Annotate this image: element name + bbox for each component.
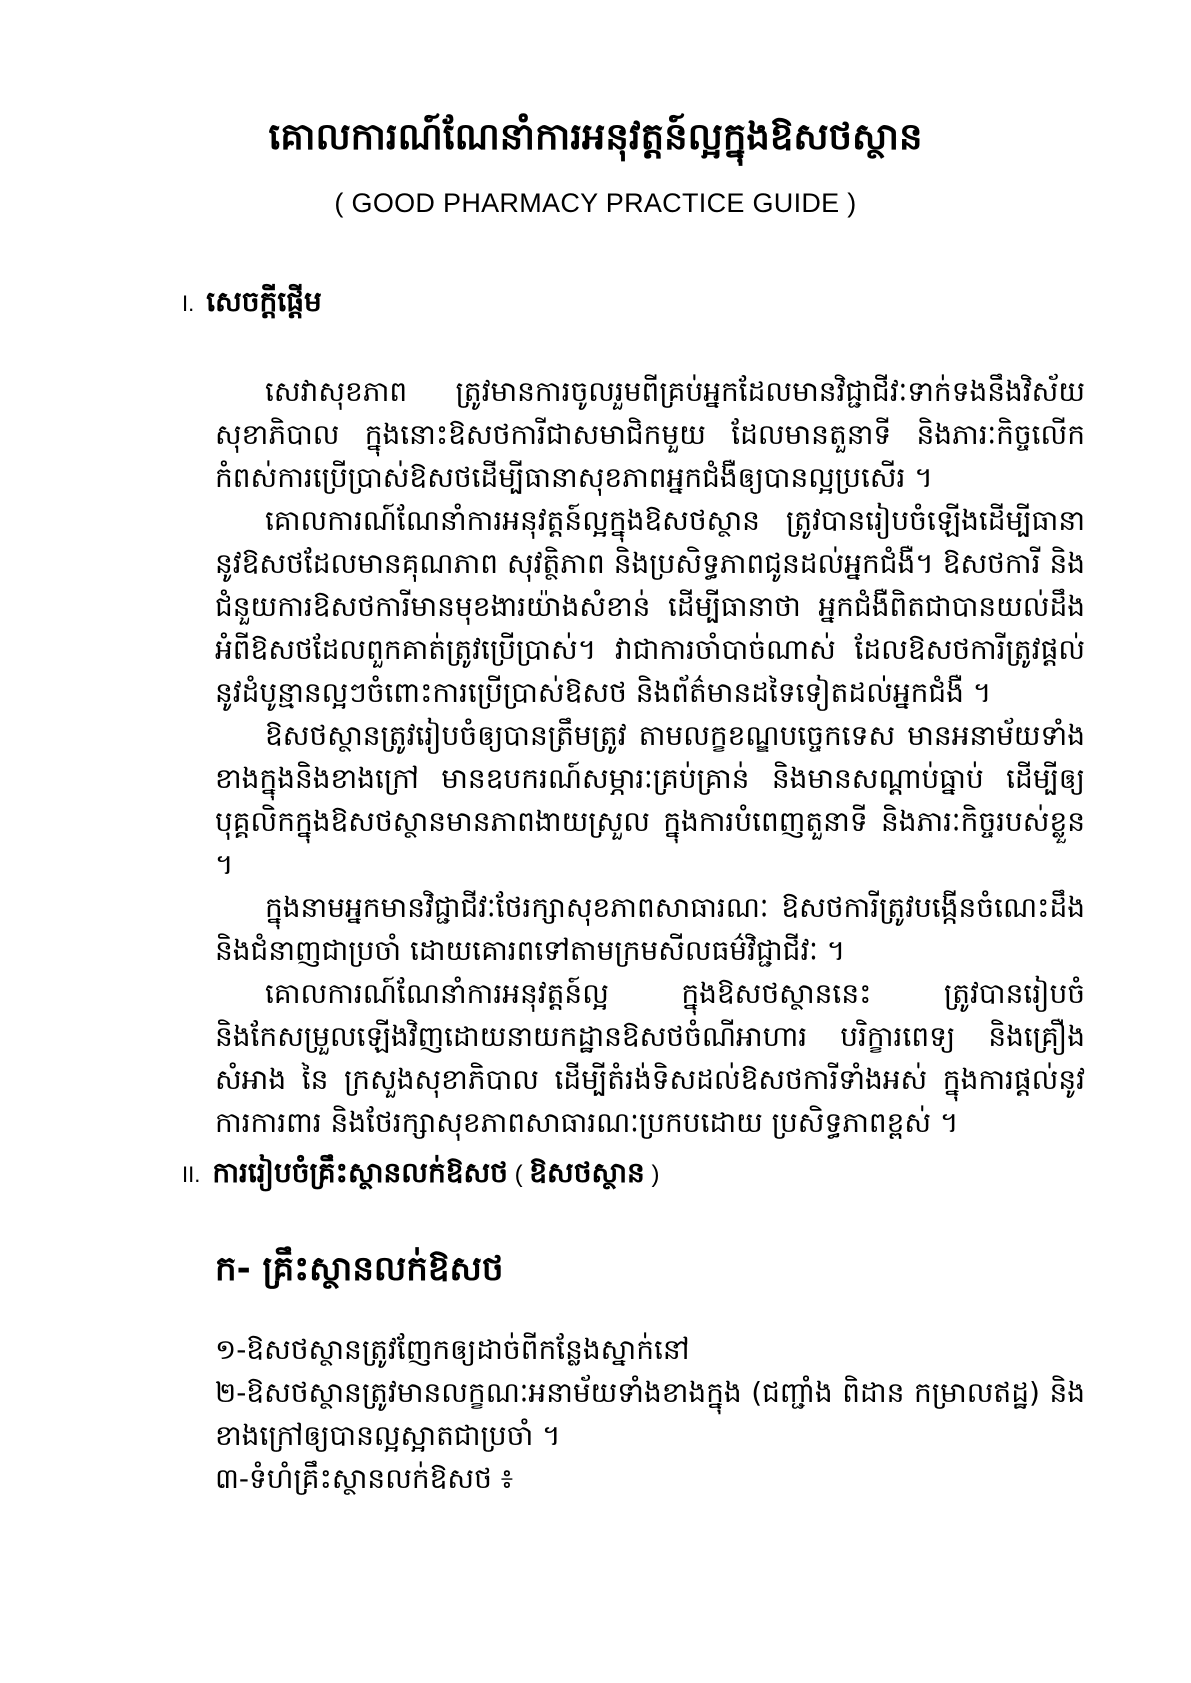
paragraph: គោលការណ៍ណែនាំការអនុវត្តន៍ល្អក្នុងឱសថស្ថាន ត្រូវបានរៀបចំឡើងដើម្បីធានានូវឱសថដែលមានគុណភាព សុវត្ថិភាព និងប្រសិទ្ធភាពជូនដល់អ្នកជំងឺ។ ឱសថការី និងជំនួយការឱសថការីមានមុខងារយ៉ាងសំខាន់ ដើម្បីធានាថា អ្នកជំងឺពិតជាបានយល់ដឹង អំពីឱសថដែលពួកគាត់ត្រូវប្រើប្រាស់។ វាជាការចាំបាច់ណាស់ ដែលឱសថការីត្រូវផ្តល់នូវដំបូន្មានល្អៗចំពោះការប្រើប្រាស់ឱសថ និងព័ត៌មានដទៃទៀតដល់អ្នកជំងឺ ។ — [215, 504, 1085, 709]
paragraph: ក្នុងនាមអ្នកមានវិជ្ជាជីវៈថែរក្សាសុខភាពសាធារណៈ ឱសថការីត្រូវបង្កើនចំណេះដឹងនិងជំនាញជាប្រចាំ ដោយគោរពទៅតាមក្រមសីលធម៌វិជ្ជាជីវៈ ។ — [215, 891, 1085, 967]
document-subtitle: ( GOOD PHARMACY PRACTICE GUIDE ) — [334, 188, 857, 218]
requirements-list — [215, 1328, 1085, 1500]
list-item: ៣-ទំហំគ្រឹះស្ថានលក់ឱសថ ៖ — [215, 1462, 514, 1495]
introduction-body — [215, 370, 1085, 1144]
section-paren-title: ឱសថស្ថាន — [529, 1156, 645, 1189]
section-title: ការរៀបចំគ្រឹះស្ថានលក់ឱសថ — [212, 1156, 508, 1189]
section-number: I. — [182, 291, 195, 316]
paragraph: គោលការណ៍ណែនាំការអនុវត្តន៍ល្អ ក្នុងឱសថស្ថាននេះ ត្រូវបានរៀបចំ និងកែសម្រួលឡើងវិញដោយនាយកដ្ឋានឱសថចំណីអាហារ បរិក្ខារពេទ្យ និងគ្រឿងសំអាង នៃ ក្រសួងសុខាភិបាល ដើម្បីតំរង់ទិសដល់ឱសថការីទាំងអស់ ក្នុងការផ្តល់នូវការការពារ និងថែរក្សាសុខភាពសាធារណៈប្រកបដោយ ប្រសិទ្ធភាពខ្ពស់ ។ — [215, 977, 1085, 1139]
section-title: សេចក្តីផ្តើម — [206, 285, 322, 318]
list-item: ២-ឱសថស្ថានត្រូវមានលក្ខណៈអនាម័យទាំងខាងក្នុង (ជញ្ជាំង ពិដាន កម្រាលឥដ្ឋ) និងខាងក្រៅឲ្យបានល្អស្អាតជាប្រចាំ ។ — [215, 1376, 1085, 1452]
section-heading-introduction — [182, 282, 322, 324]
paren-close: ) — [644, 1161, 660, 1188]
subsection-heading-drug-outlet: ក- គ្រឹះស្ថានលក់ឱសថ — [215, 1249, 504, 1289]
paren-open: ( — [507, 1161, 530, 1188]
section-number: II. — [182, 1162, 201, 1187]
document-title: គោលការណ៍ណែនាំការអនុវត្តន៍ល្អក្នុងឱសថស្ថាន — [268, 115, 923, 158]
paragraph: ឱសថស្ថានត្រូវរៀបចំឲ្យបានត្រឹមត្រូវ តាមលក្ខខណ្ឌបច្ចេកទេស មានអនាម័យទាំងខាងក្នុងនិងខាងក្រៅ មានឧបករណ៍សម្ភារៈគ្រប់គ្រាន់ និងមានសណ្តាប់ធ្នាប់ ដើម្បីឲ្យបុគ្គលិកក្នុងឱសថស្ថានមានភាពងាយស្រួល ក្នុងការបំពេញតួនាទី និងភារៈកិច្ចរបស់ខ្លួន ។ — [215, 719, 1085, 881]
section-heading-pharmacy-setup — [182, 1153, 659, 1195]
paragraph: សេវាសុខភាព ត្រូវមានការចូលរួមពីគ្រប់អ្នកដែលមានវិជ្ជាជីវៈទាក់ទងនឹងវិស័យសុខាភិបាល ក្នុងនោះឱសថការីជាសមាជិកមួយ ដែលមានតួនាទី និងភារៈកិច្ចលើកកំពស់ការប្រើប្រាស់ឱសថដើម្បីធានាសុខភាពអ្នកជំងឺឲ្យបានល្អប្រសើរ ។ — [215, 375, 1085, 494]
list-item: ១-ឱសថស្ថានត្រូវញែកឲ្យដាច់ពីកន្លែងស្នាក់នៅ — [215, 1333, 690, 1366]
